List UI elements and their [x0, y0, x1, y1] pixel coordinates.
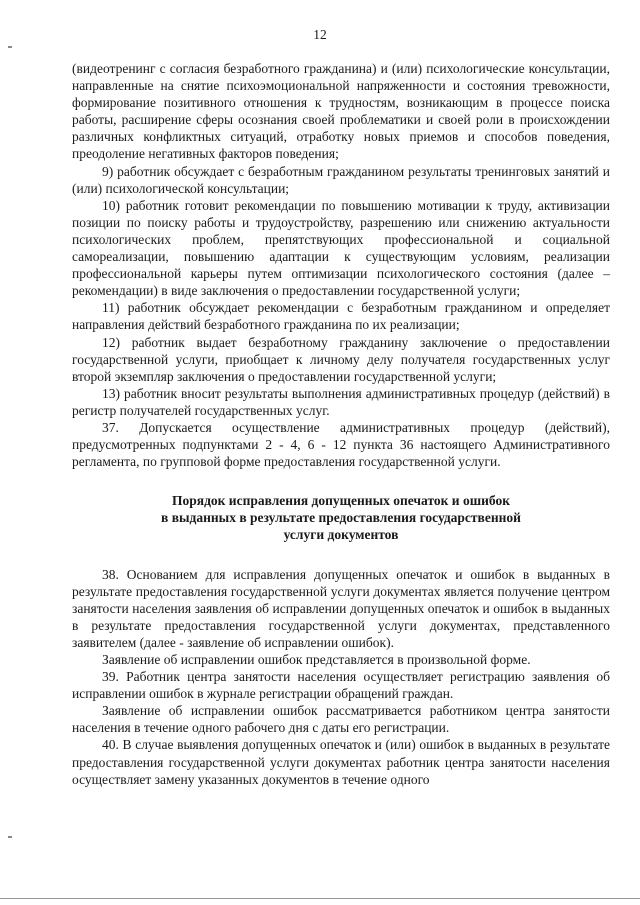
- paragraph: 38. Основанием для исправления допущенных опечаток и ошибок в выданных в результате предоставления государственной услуги документах является получение центром занятости населения заявления об исправлении допущенных опечаток и ошибок в выданных в результате предоставления государственной услуги документах, представленного заявителем (далее - заявление об исправлении ошибок).: [72, 566, 610, 650]
- paragraph: Заявление об исправлении ошибок рассматривается работником центра занятости населения в течение одного рабочего дня с даты его регистрации.: [72, 703, 610, 736]
- paragraph: Заявление об исправлении ошибок представляется в произвольной форме.: [102, 652, 531, 667]
- paragraph: 13) работник вносит результаты выполнения административных процедур (действий) в регистр получателей государственных услуг.: [72, 385, 610, 418]
- paragraph: 37. Допускается осуществление административных процедур (действий), предусмотренных подпунктами 2 - 4, 6 - 12 пункта 36 настоящего Административного регламента, по групповой форме предоставления государственной услуги.: [72, 419, 610, 470]
- section-heading-line: услуги документов: [283, 527, 399, 543]
- scan-edge-line: [0, 898, 640, 899]
- paragraph: (видеотренинг с согласия безработного гражданина) и (или) психологические консультации, направленные на снятие психоэмоциональной напряженности и состояния тревожности, формирование позитивного отношения к трудностям, возникающим в процессе поиска работы, расширение сферы осознания своей проблематики и своей роли в происхождении различных конфликтных ситуаций, отработку новых приемов и способов поведения, преодоление негативных факторов поведения;: [72, 61, 610, 162]
- section-heading: [72, 492, 610, 543]
- paragraph: 9) работник обсуждает с безработным гражданином результаты тренинговых занятий и (или) психологической консультации;: [72, 163, 610, 196]
- paragraphs-before: [72, 60, 610, 470]
- page-number: 12: [313, 27, 327, 42]
- section-heading-line: в выданных в результате предоставления государственной: [161, 510, 521, 526]
- paragraph: 39. Работник центра занятости населения осуществляет регистрацию заявления об исправлении ошибок в журнале регистрации обращений граждан.: [72, 669, 610, 702]
- body-text: [72, 60, 610, 788]
- paragraphs-after: [72, 566, 610, 788]
- paragraph: 12) работник выдает безработному гражданину заключение о предоставлении государственной услуги, приобщает к личному делу получателя государственных услуг второй экземпляр заключения о предоставлении государственной услуги;: [72, 334, 610, 384]
- margin-mark: [8, 836, 12, 838]
- paragraph: 11) работник обсуждает рекомендации с безработным гражданином и определяет направления действий безработного гражданина по их реализации;: [72, 300, 610, 333]
- paragraph: 10) работник готовит рекомендации по повышению мотивации к труду, активизации позиции по поиску работы и трудоустройству, разрешению или снижению актуальности психологических проблем, препятствующих профессиональной и социальной самореализации, повышению адаптации к существующим условиям, реализации профессиональной карьеры путем оптимизации психологического состояния (далее – рекомендации) в виде заключения о предоставлении государственной услуги;: [72, 197, 610, 299]
- margin-mark: [8, 46, 12, 48]
- paragraph: 40. В случае выявления допущенных опечаток и (или) ошибок в выданных в результате предоставления государственной услуги документах работник центра занятости населения осуществляет замену указанных документов в течение одного: [72, 737, 610, 787]
- section-heading-line: Порядок исправления допущенных опечаток и ошибок: [172, 493, 510, 509]
